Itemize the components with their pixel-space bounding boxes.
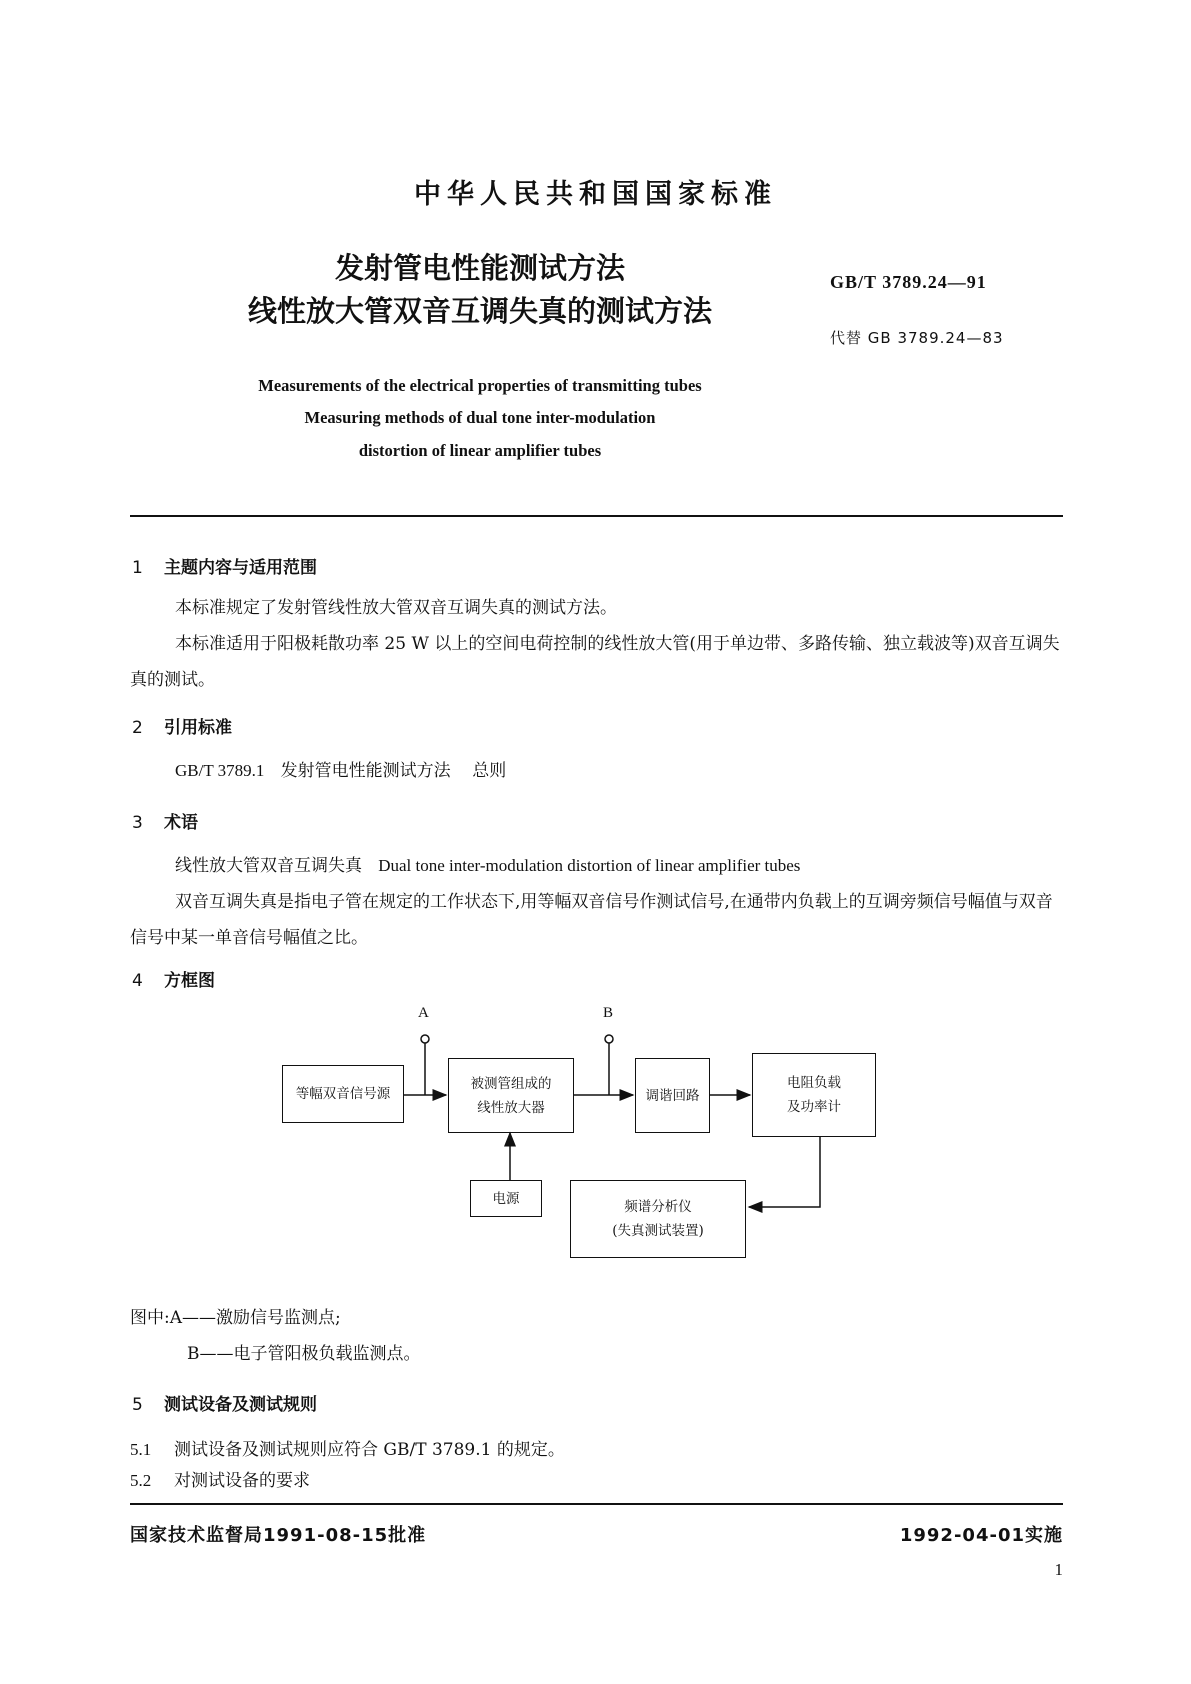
national-standard-header: 中华人民共和国国家标准: [414, 179, 777, 210]
section-4-heading: [132, 966, 215, 991]
point-b-label: B: [603, 1005, 614, 1021]
load-label-1: 电阻负载: [787, 1075, 841, 1091]
arrow-load-to-analyzer: [749, 1137, 820, 1207]
tuning-circuit-label: 调谐回路: [645, 1087, 700, 1104]
subsection-5-2: [130, 1466, 310, 1491]
section-title: 引用标准: [164, 718, 232, 738]
section-1-paragraph-2: 本标准适用于阳极耗散功率 25 W 以上的空间电荷控制的线性放大管(用于单边带、多路传输、独立载波等)双音互调失真的测试。: [130, 634, 1060, 690]
term-definition: 双音互调失真是指电子管在规定的工作状态下,用等幅双音信号作测试信号,在通带内负载上的互调旁频信号幅值与双音信号中某一单音信号幅值之比。: [130, 892, 1053, 948]
section-title: 测试设备及测试规则: [164, 1395, 317, 1415]
section-2-heading: [132, 713, 232, 738]
approval-date: 国家技术监督局1991-08-15批准: [130, 1525, 427, 1546]
signal-source-label: 等幅双音信号源: [295, 1086, 391, 1102]
term-entry: [175, 848, 1055, 884]
section-number: 2: [132, 718, 143, 738]
signal-source-block: [282, 1065, 404, 1123]
diagram-legend-a: [130, 1300, 730, 1336]
reference-title: 发射管电性能测试方法: [280, 761, 451, 781]
diagram-legend-b: B——电子管阳极负载监测点。: [187, 1344, 421, 1364]
reference-part: 总则: [472, 761, 507, 781]
legend-a: A——激励信号监测点;: [169, 1308, 341, 1328]
section-title: 主题内容与适用范围: [164, 558, 317, 578]
subsection-5-1: [130, 1435, 565, 1460]
section-number: 5: [132, 1395, 143, 1415]
normative-reference: [175, 753, 875, 789]
header-divider: [130, 515, 1063, 517]
section-3-heading: [132, 808, 198, 833]
subsection-number: 5.1: [130, 1440, 152, 1459]
probe-a-terminal: [421, 1035, 429, 1043]
power-supply-block: [470, 1180, 542, 1217]
section-number: 4: [132, 971, 143, 991]
power-supply-label: 电源: [492, 1190, 520, 1207]
english-title-line-1: Measurements of the electrical properties of transmitting tubes: [258, 376, 702, 395]
section-number: 1: [132, 558, 143, 578]
standard-number: GB/T 3789.24—91: [830, 272, 987, 292]
legend-prefix: 图中:: [130, 1308, 170, 1328]
footer-divider: [130, 1503, 1063, 1505]
section-number: 3: [132, 813, 143, 833]
analyzer-label-1: 频谱分析仪: [624, 1199, 692, 1215]
term-english: Dual tone inter-modulation distortion of linear amplifier tubes: [378, 856, 801, 875]
section-title: 术语: [164, 813, 198, 833]
english-title-line-2: Measuring methods of dual tone inter-modulation: [304, 408, 656, 427]
amplifier-block: [448, 1058, 574, 1133]
title-line-1: 发射管电性能测试方法: [334, 251, 625, 285]
reference-code: GB/T 3789.1: [175, 761, 265, 780]
probe-b-terminal: [605, 1035, 613, 1043]
amplifier-label-2: 线性放大器: [477, 1099, 545, 1116]
block-diagram: [250, 1005, 900, 1265]
effective-date: 1992-04-01实施: [899, 1525, 1063, 1546]
spectrum-analyzer-block: [570, 1180, 746, 1258]
subsection-text: 对测试设备的要求: [174, 1471, 310, 1491]
english-title-line-3: distortion of linear amplifier tubes: [358, 441, 602, 460]
term-chinese: 线性放大管双音互调失真: [175, 856, 362, 876]
section-5-heading: [132, 1390, 317, 1415]
section-1-paragraph-1: 本标准规定了发射管线性放大管双音互调失真的测试方法。: [175, 598, 617, 618]
tuning-circuit-block: [635, 1058, 710, 1133]
title-line-2: 线性放大管双音互调失真的测试方法: [247, 294, 712, 328]
subsection-number: 5.2: [130, 1471, 152, 1490]
point-a-label: A: [418, 1005, 429, 1021]
load-label-2: 及功率计: [787, 1099, 841, 1115]
section-title: 方框图: [164, 971, 215, 991]
load-power-meter-block: [752, 1053, 876, 1137]
page-number: 1: [1054, 1560, 1063, 1579]
amplifier-label-1: 被测管组成的: [470, 1075, 552, 1092]
section-1-heading: [132, 553, 317, 578]
replaces-standard: 代替 GB 3789.24—83: [830, 329, 1004, 347]
analyzer-label-2: (失真测试装置): [612, 1223, 704, 1239]
subsection-text: 测试设备及测试规则应符合 GB/T 3789.1 的规定。: [174, 1440, 565, 1460]
